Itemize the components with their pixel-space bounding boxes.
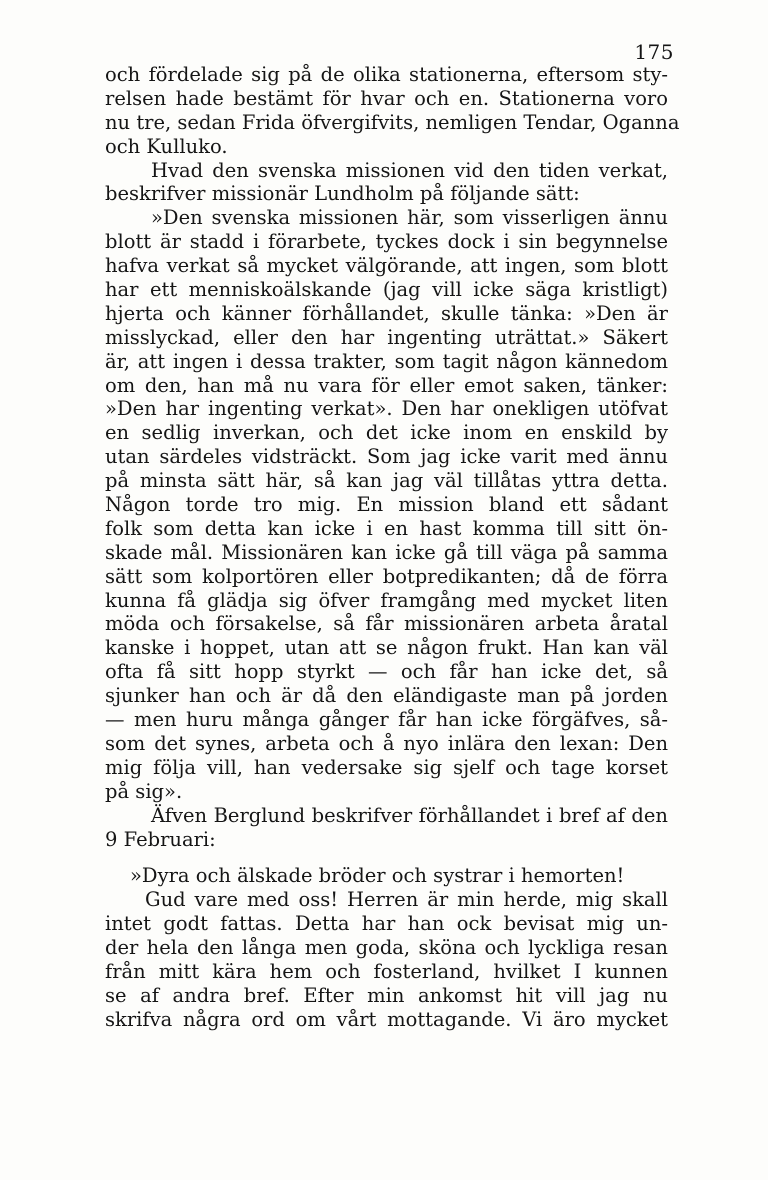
text-line: från mitt kära hem och fosterland, hvilket I kunnen — [105, 959, 668, 983]
text-line: Äfven Berglund beskrifver förhållandet i bref af den — [151, 803, 668, 827]
text-line: folk som detta kan icke i en hast komma till sitt ön- — [105, 516, 668, 540]
page-number: 175 — [634, 40, 674, 64]
text-line: der hela den långa men goda, sköna och lyckliga resan — [105, 936, 668, 960]
text-line: sjunker han och är då den eländigaste man på jorden — [105, 684, 668, 708]
text-line: på sig». — [105, 779, 183, 803]
text-line: Hvad den svenska missionen vid den tiden verkat, — [151, 158, 668, 182]
text-line: har ett menniskoälskande (jag vill icke säga kristligt) — [105, 278, 668, 302]
paragraph-gap — [105, 851, 668, 864]
text-line: och fördelade sig på de olika stationerna, eftersom sty- — [105, 63, 668, 86]
text-line: som det synes, arbeta och å nyo inlära den lexan: Den — [105, 731, 668, 755]
text-line: — men huru många gånger får han icke förgäfves, så- — [105, 708, 668, 732]
text-line: hafva verkat så mycket välgörande, att ingen, som blott — [105, 254, 668, 278]
text-line: blott är stadd i förarbete, tyckes dock i sin begynnelse — [105, 230, 668, 254]
body-text — [105, 63, 680, 1032]
text-line: beskrifver missionär Lundholm på följande sätt: — [105, 182, 580, 206]
text-line: om den, han må nu vara för eller emot saken, tänker: — [105, 373, 668, 397]
text-line: mig följa vill, han vedersake sig sjelf och tage korset — [105, 755, 668, 779]
text-line: kanske i hoppet, utan att se någon frukt. Han kan väl — [105, 636, 668, 660]
text-line: är, att ingen i dessa trakter, som tagit någon kännedom — [105, 349, 668, 373]
text-line: utan särdeles vidsträckt. Som jag icke varit med ännu — [105, 445, 668, 469]
text-line: ofta få sitt hopp styrkt — och får han icke det, så — [105, 660, 668, 684]
text-line: skrifva några ord om vårt mottagande. Vi äro mycket — [105, 1007, 668, 1031]
text-line: hjerta och känner förhållandet, skulle tänka: »Den är — [105, 301, 668, 325]
text-line: kunna få glädja sig öfver framgång med mycket liten — [105, 588, 668, 612]
text-line: intet godt fattas. Detta har han ock bevisat mig un- — [105, 912, 668, 936]
text-line: misslyckad, eller den har ingenting uträttat.» Säkert — [105, 325, 668, 349]
text-line: 9 Februari: — [105, 827, 216, 851]
text-line: och Kulluko. — [105, 134, 228, 158]
text-line: nu tre, sedan Frida öfvergifvits, nemligen Tendar, Oganna — [105, 110, 680, 134]
letter-greeting: »Dyra och älskade bröder och systrar i hemorten! — [130, 864, 625, 888]
text-line: sätt som kolportören eller botpredikanten; då de förra — [105, 564, 668, 588]
text-line: »Den har ingenting verkat». Den har onekligen utöfvat — [105, 397, 668, 421]
text-line: möda och försakelse, så får missionären arbeta åratal — [105, 612, 668, 636]
text-line: »Den svenska missionen här, som visserligen ännu — [151, 206, 668, 230]
text-line: se af andra bref. Efter min ankomst hit vill jag nu — [105, 983, 668, 1007]
text-line: relsen hade bestämt för hvar och en. Stationerna voro — [105, 86, 668, 110]
text-line: Gud vare med oss! Herren är min herde, mig skall — [145, 888, 668, 912]
text-line: Någon torde tro mig. En mission bland ett sådant — [105, 493, 668, 517]
text-line: skade mål. Missionären kan icke gå till väga på samma — [105, 540, 668, 564]
text-line: en sedlig inverkan, och det icke inom en enskild by — [105, 421, 668, 445]
text-line: på minsta sätt här, så kan jag väl tillåtas yttra detta. — [105, 469, 668, 493]
